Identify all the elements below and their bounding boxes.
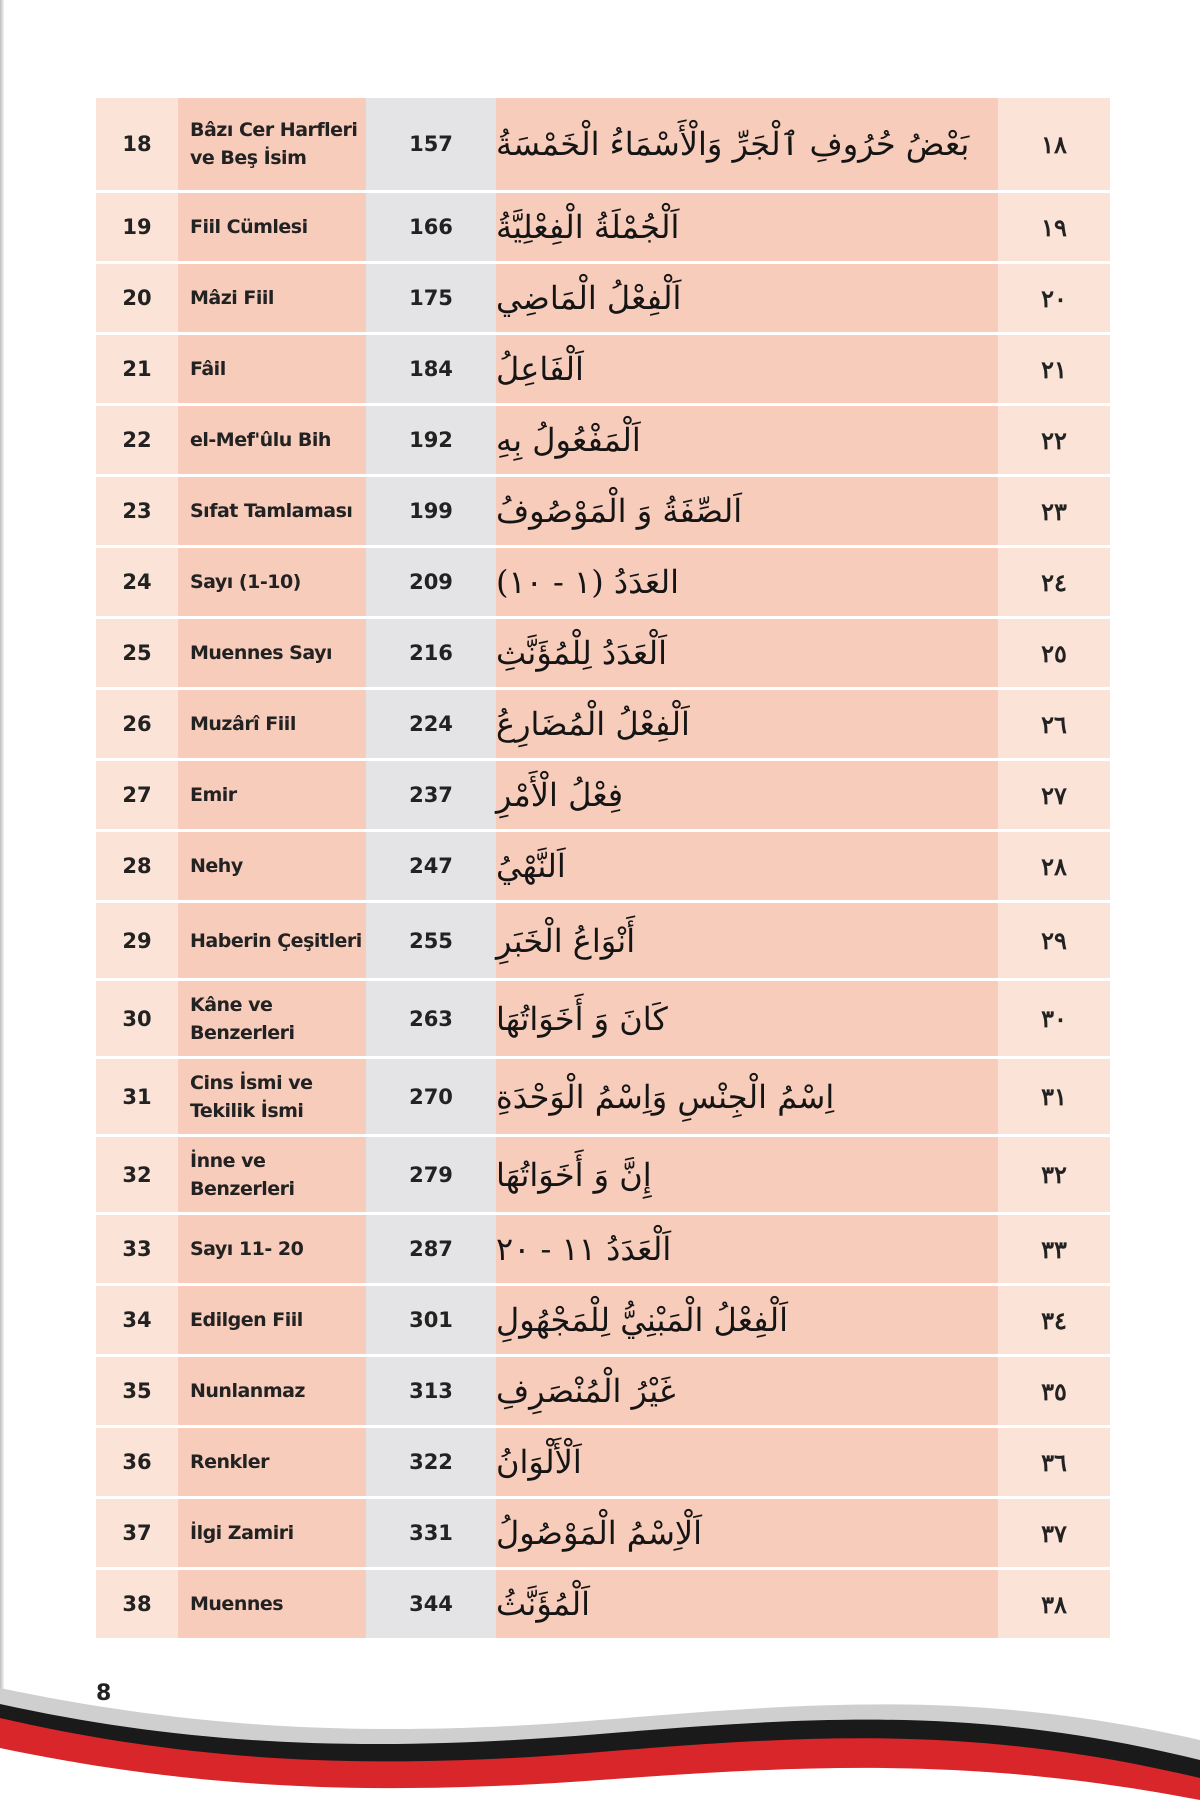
row-page-number: 331 [366,1499,496,1567]
row-title-turkish: Kâne ve Benzerleri [178,981,366,1056]
row-number: 21 [96,335,178,403]
row-number: 32 [96,1137,178,1212]
table-row [96,981,1110,1059]
row-number: 34 [96,1286,178,1354]
table-row [96,1357,1110,1428]
row-title-turkish: Edilgen Fiil [178,1286,366,1354]
row-number-arabic: ٢٩ [998,903,1110,978]
row-number-arabic: ١٩ [998,193,1110,261]
row-title-turkish: Bâzı Cer Harfleri ve Beş İsim [178,98,366,190]
row-title-turkish: İlgi Zamiri [178,1499,366,1567]
table-row [96,1059,1110,1137]
table-row [96,335,1110,406]
row-title-arabic: اَلْعَدَدُ لِلْمُؤَنَّثِ [496,619,998,687]
row-number: 23 [96,477,178,545]
row-title-arabic: إِنَّ وَ أَخَوَاتُهَا [496,1137,998,1212]
row-number-arabic: ٢٨ [998,832,1110,900]
row-title-arabic: اَلْمُؤَنَّثُ [496,1570,998,1638]
row-page-number: 301 [366,1286,496,1354]
row-page-number: 279 [366,1137,496,1212]
row-number: 25 [96,619,178,687]
row-number: 27 [96,761,178,829]
table-row [96,193,1110,264]
table-row [96,1215,1110,1286]
row-title-arabic: اَلنَّهْيُ [496,832,998,900]
row-title-turkish: Haberin Çeşitleri [178,903,366,978]
row-title-arabic: اِسْمُ الْجِنْسِ وَاِسْمُ الْوَحْدَةِ [496,1059,998,1134]
table-row [96,1570,1110,1641]
table-row [96,832,1110,903]
row-title-arabic: كَانَ وَ أَخَوَاتُهَا [496,981,998,1056]
row-number-arabic: ٢٠ [998,264,1110,332]
row-title-arabic: اَلْمَفْعُولُ بِهِ [496,406,998,474]
row-number-arabic: ٢٧ [998,761,1110,829]
row-number: 26 [96,690,178,758]
table-row [96,761,1110,832]
row-number-arabic: ٢٣ [998,477,1110,545]
row-number-arabic: ٢٥ [998,619,1110,687]
row-page-number: 255 [366,903,496,978]
table-row [96,477,1110,548]
row-title-turkish: el-Mef'ûlu Bih [178,406,366,474]
row-number: 38 [96,1570,178,1638]
row-number-arabic: ٣٦ [998,1428,1110,1496]
row-title-arabic: اَلْفَاعِلُ [496,335,998,403]
row-title-arabic: فِعْلُ الْأَمْرِ [496,761,998,829]
row-number: 36 [96,1428,178,1496]
row-page-number: 287 [366,1215,496,1283]
row-title-turkish: Muzârî Fiil [178,690,366,758]
row-number: 33 [96,1215,178,1283]
row-title-turkish: Cins İsmi ve Tekilik İsmi [178,1059,366,1134]
row-number-arabic: ٣٢ [998,1137,1110,1212]
row-title-turkish: Sıfat Tamlaması [178,477,366,545]
row-title-arabic: اَلْجُمْلَةُ الْفِعْلِيَّةُ [496,193,998,261]
table-row [96,903,1110,981]
row-title-turkish: Nehy [178,832,366,900]
row-title-arabic: اَلْاِسْمُ الْمَوْصُولُ [496,1499,998,1567]
row-title-arabic: اَلْعَدَدُ ١١ - ٢٠ [496,1215,998,1283]
row-title-turkish: Muennes Sayı [178,619,366,687]
row-number-arabic: ٣٣ [998,1215,1110,1283]
row-title-turkish: Nunlanmaz [178,1357,366,1425]
row-number-arabic: ٢٢ [998,406,1110,474]
row-page-number: 263 [366,981,496,1056]
row-title-turkish: Emir [178,761,366,829]
decorative-wave-banner [0,1660,1200,1800]
table-row [96,548,1110,619]
row-number-arabic: ٣٨ [998,1570,1110,1638]
table-row [96,690,1110,761]
row-title-turkish: Renkler [178,1428,366,1496]
row-title-arabic: بَعْضُ حُرُوفِ ٱلْجَرِّ وَالْأَسْمَاءُ الْخَمْسَةُ [496,98,998,190]
row-number-arabic: ٣٥ [998,1357,1110,1425]
row-page-number: 344 [366,1570,496,1638]
row-title-turkish: Sayı (1-10) [178,548,366,616]
row-number: 20 [96,264,178,332]
row-number: 31 [96,1059,178,1134]
row-title-arabic: غَيْرُ الْمُنْصَرِفِ [496,1357,998,1425]
row-number: 22 [96,406,178,474]
row-title-arabic: اَلصِّفَةُ وَ الْمَوْصُوفُ [496,477,998,545]
row-number: 29 [96,903,178,978]
table-row [96,406,1110,477]
row-title-turkish: Muennes [178,1570,366,1638]
row-page-number: 209 [366,548,496,616]
row-page-number: 199 [366,477,496,545]
table-row [96,1286,1110,1357]
row-number: 30 [96,981,178,1056]
row-page-number: 166 [366,193,496,261]
row-title-arabic: اَلْفِعْلُ الْمَاضِي [496,264,998,332]
page-edge-shadow [0,0,4,1800]
row-page-number: 157 [366,98,496,190]
row-page-number: 224 [366,690,496,758]
row-number-arabic: ٣١ [998,1059,1110,1134]
row-number-arabic: ٣٤ [998,1286,1110,1354]
row-number-arabic: ١٨ [998,98,1110,190]
row-number: 18 [96,98,178,190]
table-row [96,1428,1110,1499]
row-title-arabic: أَنْوَاعُ الْخَبَرِ [496,903,998,978]
row-number: 19 [96,193,178,261]
row-number: 28 [96,832,178,900]
row-title-turkish: Mâzi Fiil [178,264,366,332]
row-number-arabic: ٣٧ [998,1499,1110,1567]
row-number-arabic: ٢٤ [998,548,1110,616]
row-number-arabic: ٢١ [998,335,1110,403]
table-row [96,98,1110,193]
row-page-number: 270 [366,1059,496,1134]
row-number-arabic: ٣٠ [998,981,1110,1056]
row-number: 35 [96,1357,178,1425]
row-number: 24 [96,548,178,616]
row-page-number: 313 [366,1357,496,1425]
row-page-number: 175 [366,264,496,332]
row-page-number: 322 [366,1428,496,1496]
row-title-arabic: العَدَدُ (١ - ١٠) [496,548,998,616]
row-page-number: 184 [366,335,496,403]
table-row [96,1137,1110,1215]
row-number: 37 [96,1499,178,1567]
row-title-turkish: Fiil Cümlesi [178,193,366,261]
row-title-turkish: Sayı 11- 20 [178,1215,366,1283]
row-number-arabic: ٢٦ [998,690,1110,758]
row-page-number: 192 [366,406,496,474]
row-page-number: 247 [366,832,496,900]
row-title-arabic: اَلْفِعْلُ الْمُضَارِعُ [496,690,998,758]
table-row [96,1499,1110,1570]
table-row [96,264,1110,335]
row-page-number: 216 [366,619,496,687]
row-title-turkish: Fâil [178,335,366,403]
page-number: 8 [96,1681,112,1706]
row-title-turkish: İnne ve Benzerleri [178,1137,366,1212]
table-of-contents [96,98,1110,1641]
row-title-arabic: اَلْفِعْلُ الْمَبْنِيُّ لِلْمَجْهُولِ [496,1286,998,1354]
row-page-number: 237 [366,761,496,829]
table-row [96,619,1110,690]
row-title-arabic: اَلْأَلْوَانُ [496,1428,998,1496]
